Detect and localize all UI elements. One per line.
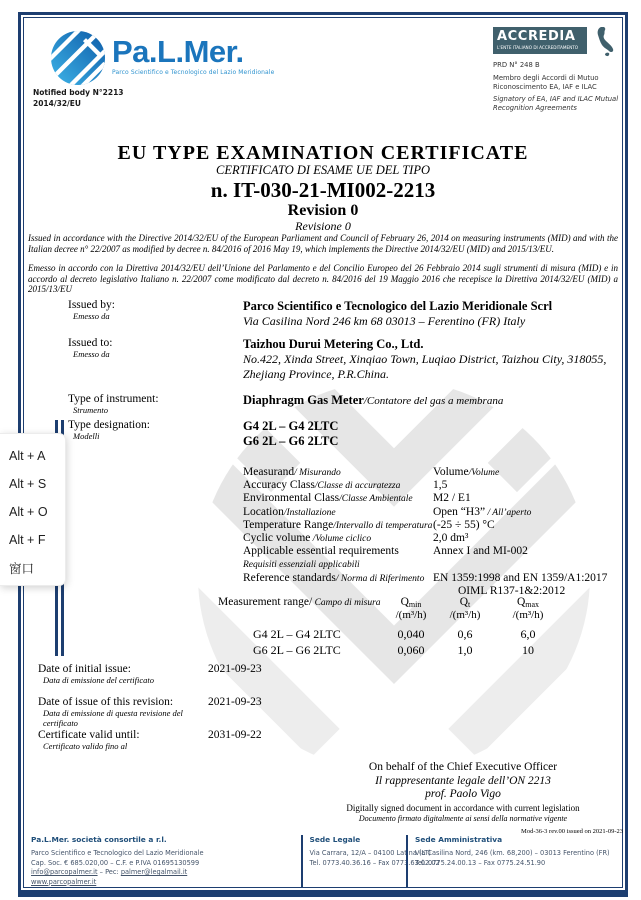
range-unit-qmin: /(m³/h) <box>395 609 427 621</box>
certificate-number: n. IT-030-21-MI002-2213 <box>210 178 436 202</box>
accredia-logo <box>493 27 587 54</box>
menu-item-alt-a[interactable]: Alt + A <box>9 449 46 463</box>
accredia-signatory-line2: Recognition Agreements <box>493 104 577 112</box>
range-col-qmax: Qmax <box>516 596 540 609</box>
certificate-page <box>18 12 628 897</box>
range-row1-model: G4 2L – G4 2LTC <box>253 627 341 641</box>
notified-body-line1: Notified body N°2213 <box>33 88 124 97</box>
measurement-range-table <box>21 596 625 660</box>
accredia-prd: PRD N° 248 B <box>493 61 540 69</box>
designation-label-italian: Modelli <box>73 431 100 441</box>
form-reference: Mod-36-3 rev.00 issued on 2021-09-23 <box>521 827 623 835</box>
spec-row-essential-requirements-italian: Requisiti essenziali applicabili <box>243 560 360 571</box>
italy-map-icon <box>592 27 616 57</box>
range-row1-qt: 0,6 <box>457 627 473 641</box>
range-col-qmin: Qmin <box>400 596 422 609</box>
issued-by-label: Issued by: <box>68 299 115 311</box>
accredia-block <box>493 27 629 113</box>
range-header: Measurement range/ Campo di misura <box>218 596 381 608</box>
range-row1-qmax: 6,0 <box>520 627 536 641</box>
designation-line1: G4 2L – G4 2LTC <box>243 419 339 433</box>
range-unit-qt: /(m³/h) <box>449 609 481 621</box>
spec-row-essential-requirements: Applicable essential requirements Annex I and MI-002 <box>243 545 528 558</box>
spec-row-reference-standards-line2: OIML R137-1&2:2012 <box>458 584 566 597</box>
range-unit-qmax: /(m³/h) <box>512 609 544 621</box>
menu-item-alt-s[interactable]: Alt + S <box>9 477 47 491</box>
pec-email-link[interactable]: palmer@legalmail.it <box>120 868 188 876</box>
accredia-membro-line2: Riconoscimento EA, IAF e ILAC <box>493 83 597 91</box>
range-row1-qmin: 0,040 <box>397 627 425 641</box>
certificate-title-block <box>21 143 625 232</box>
issued-by-name: Parco Scientifico e Tecnologico del Lazio Meridionale Scrl <box>243 299 553 313</box>
spec-row-temperature: Temperature Range/Intervallo di temperatura (-25 ÷ 55) °C <box>243 518 495 531</box>
palmer-logo-icon <box>51 31 105 85</box>
signature-digital-it: Documento firmato digitalmente ai sensi della normative vigente <box>358 813 568 823</box>
spec-row-location: Location/Installazione Open “H3” / All’aperto <box>243 505 532 518</box>
certificate-revision-italian: Revisione 0 <box>295 219 351 233</box>
signature-name: prof. Paolo Vigo <box>425 788 501 800</box>
issued-to-address-line1: No.422, Xinda Street, Xinqiao Town, Luqiao District, Taizhou City, 318055, <box>243 352 607 366</box>
footer-company-title: Pa.L.Mer. società consortile a r.l. <box>31 835 167 844</box>
issued-by-label-italian: Emesso da <box>73 311 110 321</box>
date-revision-issue-value: 2021-09-23 <box>208 696 262 708</box>
footer <box>31 835 617 887</box>
instrument-value: Diaphragm Gas Meter/Contatore del gas a membrana <box>243 393 504 407</box>
date-revision-issue: Date of issue of this revision: Data di emissione di questa revisione del certificato 2021-09-23 <box>38 696 262 728</box>
date-initial-issue-value: 2021-09-23 <box>208 663 262 675</box>
spec-row-reference-standards: Reference standards/ Norma di Riferimento EN 1359:1998 and EN 1359/A1:2017 <box>243 571 608 584</box>
spec-row-cyclic-volume: Cyclic volume /Volume ciclico 2,0 dm³ <box>243 531 469 544</box>
range-row2-model: G6 2L – G6 2LTC <box>253 643 341 657</box>
footer-company-column: Pa.L.Mer. società consortile a r.l. Parco Scientifico e Tecnologico del Lazio Meridionale Cap. Soc. € 685.020,00 – C.F. e P.IVA 01695130599 info@parcopalmer.it – Pec: palmer@legalmail.it www.parcopalmer.it <box>31 835 301 887</box>
palmer-logo-wordmark: Pa.L.Mer. <box>112 34 244 69</box>
date-initial-issue: Date of initial issue: Data di emissione del certificato 2021-09-23 <box>38 663 262 685</box>
range-col-qt: Qt <box>459 596 471 609</box>
range-row2-qmax: 10 <box>522 643 534 657</box>
palmer-logo <box>51 31 274 85</box>
issued-by-address: Via Casilina Nord 246 km 68 03013 – Ferentino (FR) Italy <box>243 314 526 328</box>
issued-to-name: Taizhou Durui Metering Co., Ltd. <box>243 337 424 351</box>
intro-paragraphs <box>28 233 618 295</box>
shortcut-menu <box>0 433 66 586</box>
footer-sede-legale-column: Sede Legale Via Carrara, 12/A – 04100 Latina (LT) Tel. 0773.40.36.16 – Fax 0773.63.02.02 <box>301 835 406 887</box>
spec-row-measurand: Measurand/ Misurando Volume/Volume <box>243 466 500 478</box>
date-valid-until: Certificate valid until: Certificato valido fino al 2031-09-22 <box>38 729 262 751</box>
designation-label: Type designation: <box>68 419 150 431</box>
specs-table <box>243 466 625 598</box>
accredia-tagline: L'ENTE ITALIANO DI ACCREDITAMENTO <box>497 45 579 50</box>
range-row2-qt: 1,0 <box>457 643 473 657</box>
issued-to-label-italian: Emesso da <box>73 349 110 359</box>
designation-line2: G6 2L – G6 2LTC <box>243 434 339 448</box>
signature-digital-en: Digitally signed document in accordance with current legislation <box>346 802 580 813</box>
notified-body-line2: 2014/32/EU <box>33 99 82 108</box>
menu-item-window[interactable]: 窗口 <box>9 562 35 576</box>
certificate-revision: Revision 0 <box>287 202 359 219</box>
website-link[interactable]: www.parcopalmer.it <box>31 877 97 886</box>
accredia-membro-line1: Membro degli Accordi di Mutuo <box>493 74 599 82</box>
signature-block <box>303 761 623 836</box>
certificate-title: EU TYPE EXAMINATION CERTIFICATE <box>117 142 529 164</box>
instrument-label-italian: Strumento <box>73 405 108 415</box>
signature-role-italian: Il rappresentante legale dell’ON 2213 <box>375 774 551 787</box>
issued-to-address-line2: Zhejiang Province, P.R.China. <box>243 367 389 381</box>
instrument-label: Type of instrument: <box>68 393 159 405</box>
spec-row-accuracy: Accuracy Class/Classe di accuratezza 1,5 <box>243 479 448 492</box>
intro-paragraph-it: Emesso in accordo con la Direttiva 2014/32/EU dell’Unione del Parlamento e del Concilio Europeo del 26 Febbraio 2014 sugli strumenti di misura (MID) e in accordo al decreto legislativo Italiano n. 22/2007 come modificato dal decreto n. 84/2016 del 19 Maggio 2016 che recepisce la Direttiva 2014/32/EU (MID) a 2015/13/EU <box>28 263 618 294</box>
accredia-signatory-line1: Signatory of EA, IAF and ILAC Mutual <box>493 95 619 103</box>
certificate-title-italian: CERTIFICATO DI ESAME UE DEL TIPO <box>216 163 430 177</box>
palmer-logo-subtitle: Parco Scientifico e Tecnologico del Lazio Meridionale <box>112 69 275 76</box>
footer-sede-amministrativa-column: Sede Amministrativa Via Casilina Nord, 246 (km. 68,200) – 03013 Ferentino (FR) Tel. 0775.24.00.13 – Fax 0775.24.51.90 <box>406 835 617 887</box>
accredia-wordmark: ACCREDIA <box>497 29 576 44</box>
menu-item-alt-o[interactable]: Alt + O <box>9 505 48 519</box>
signature-on-behalf: On behalf of the Chief Executive Officer <box>368 761 558 773</box>
issued-to-label: Issued to: <box>68 337 113 349</box>
email-link[interactable]: info@parcopalmer.it <box>31 868 98 876</box>
menu-item-alt-f[interactable]: Alt + F <box>9 533 46 547</box>
date-valid-until-value: 2031-09-22 <box>208 729 262 741</box>
range-row2-qmin: 0,060 <box>397 643 425 657</box>
intro-paragraph-en: Issued in accordance with the Directive 2014/32/EU of the European Parliament and Council of February 26, 2014 on measuring instruments (MID) and with the Italian decree n° 22/2007 as modified by decree n. 84/2016 of 2016 May 19, which implements the Directive 2014/32/EU (MID) and 2015/13/EU. <box>28 233 618 254</box>
spec-row-environmental: Environmental Class/Classe Ambientale M2 / E1 <box>243 492 471 505</box>
notified-body-block <box>33 87 124 109</box>
accredia-captions <box>493 61 629 113</box>
